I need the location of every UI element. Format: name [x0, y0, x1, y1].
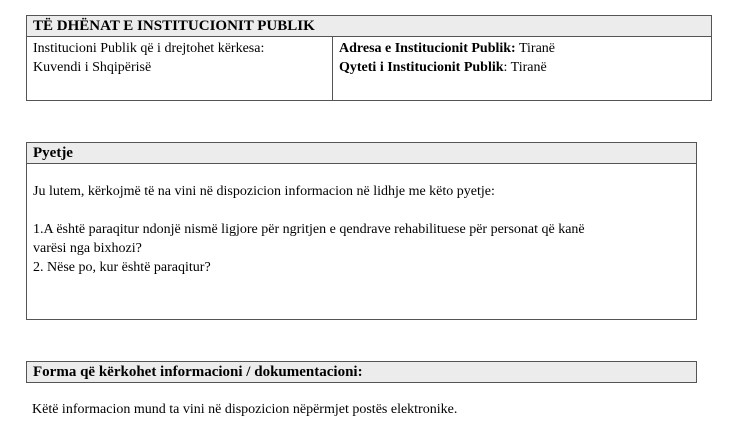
format-table — [26, 361, 697, 383]
questions-title: Pyetje — [27, 143, 696, 164]
questions-intro: Ju lutem, kërkojmë të na vini në dispozicion informacion në lidhje me këto pyetje: — [33, 184, 495, 199]
institution-name-value: Kuvendi i Shqipërisë — [33, 60, 152, 75]
institution-table-body — [27, 37, 711, 100]
address-label: Adresa e Institucionit Publik: — [339, 41, 516, 56]
questions-body — [27, 164, 696, 277]
question-2: 2. Nëse po, kur është paraqitur? — [33, 260, 211, 275]
format-title: Forma që kërkohet informacioni / dokumentacioni: — [27, 362, 696, 382]
question-1-line-2: varësi nga bixhozi? — [33, 241, 142, 256]
institution-name-cell — [27, 37, 333, 100]
city-value: : Tiranë — [503, 60, 547, 75]
institution-table-title: TË DHËNAT E INSTITUCIONIT PUBLIK — [27, 16, 711, 37]
institution-table — [26, 15, 712, 101]
question-1-line-1: 1.A është paraqitur ndonjë nismë ligjore për ngritjen e qendrave rehabilituese për personat që kanë — [33, 222, 585, 237]
institution-name-label: Institucioni Publik që i drejtohet kërkesa: — [33, 41, 265, 56]
city-line — [339, 58, 705, 77]
questions-table — [26, 142, 697, 320]
institution-address-cell — [333, 37, 711, 100]
address-line — [339, 39, 705, 58]
address-value: Tiranë — [515, 41, 556, 56]
city-label: Qyteti i Institucionit Publik — [339, 60, 504, 75]
format-answer: Këtë informacion mund ta vini në dispozicion nëpërmjet postës elektronike. — [32, 402, 458, 417]
